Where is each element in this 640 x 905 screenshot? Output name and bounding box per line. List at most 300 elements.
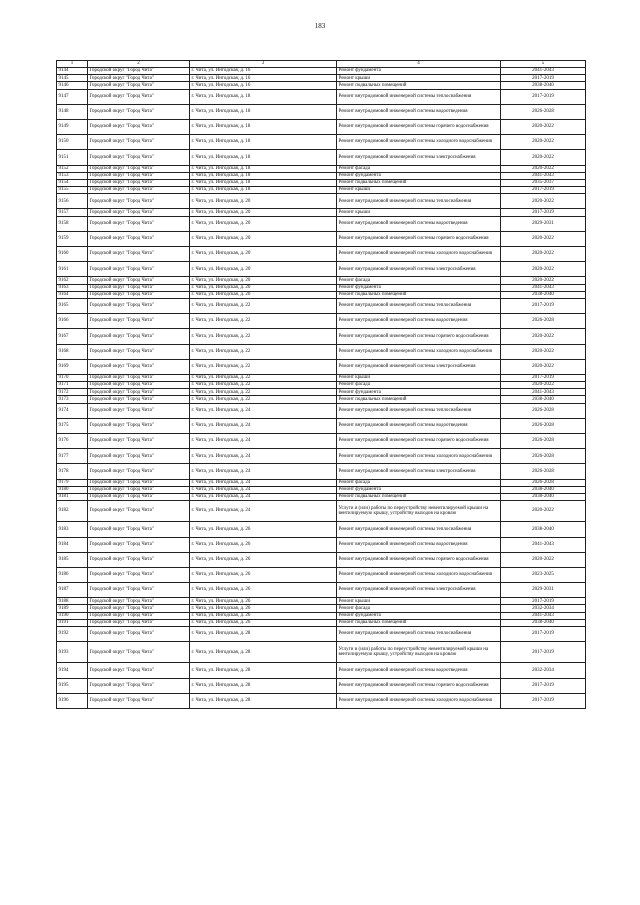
row-number-cell: 9171 — [57, 382, 88, 389]
work-type-cell: Ремонт фасада — [337, 165, 501, 172]
row-number-cell: 9194 — [57, 663, 88, 678]
row-number-cell: 9177 — [57, 449, 88, 464]
period-cell: 2020-2022 — [501, 277, 586, 284]
work-type-cell: Ремонт фасада — [337, 605, 501, 612]
table-row — [57, 344, 586, 359]
table-row — [57, 329, 586, 344]
work-type-cell: Ремонт внутридомовой инженерной системы холодного водоснабжения — [337, 344, 501, 359]
row-number-cell: 9172 — [57, 389, 88, 396]
municipality-cell: Городской округ "Город Чита" — [88, 537, 190, 552]
work-type-cell: Ремонт внутридомовой инженерной системы теплоснабжения — [337, 522, 501, 537]
table-row — [57, 82, 586, 89]
row-number-cell: 9163 — [57, 284, 88, 291]
period-cell: 2020-2022 — [501, 165, 586, 172]
row-number-cell: 9182 — [57, 501, 88, 522]
work-type-cell: Ремонт фундамента — [337, 486, 501, 493]
table-row — [57, 374, 586, 381]
table-row — [57, 165, 586, 172]
municipality-cell: Городской округ "Город Чита" — [88, 291, 190, 298]
address-cell: г. Чита, ул. Ингодская, д. 18 — [190, 187, 337, 194]
period-cell: 2020-2022 — [501, 194, 586, 209]
table-row — [57, 247, 586, 262]
work-type-cell: Ремонт фундамента — [337, 284, 501, 291]
table-row — [57, 598, 586, 605]
period-cell: 2017-2019 — [501, 678, 586, 693]
municipality-cell: Городской округ "Город Чита" — [88, 567, 190, 582]
address-cell: г. Чита, ул. Ингодская, д. 26 — [190, 537, 337, 552]
work-type-cell: Ремонт внутридомовой инженерной системы электроснабжения — [337, 359, 501, 374]
row-number-cell: 9158 — [57, 216, 88, 231]
municipality-cell: Городской округ "Город Чита" — [88, 693, 190, 708]
row-number-cell: 9151 — [57, 150, 88, 165]
municipality-cell: Городской округ "Город Чита" — [88, 165, 190, 172]
address-cell: г. Чита, ул. Ингодская, д. 18 — [190, 165, 337, 172]
municipality-cell: Городской округ "Город Чита" — [88, 389, 190, 396]
address-cell: г. Чита, ул. Ингодская, д. 26 — [190, 522, 337, 537]
period-cell: 2017-2019 — [501, 187, 586, 194]
address-cell: г. Чита, ул. Ингодская, д. 22 — [190, 314, 337, 329]
period-cell: 2038-2040 — [501, 396, 586, 403]
address-cell: г. Чита, ул. Ингодская, д. 24 — [190, 403, 337, 418]
address-cell: г. Чита, ул. Ингодская, д. 26 — [190, 605, 337, 612]
table-row — [57, 389, 586, 396]
row-number-cell: 9174 — [57, 403, 88, 418]
municipality-cell: Городской округ "Город Чита" — [88, 382, 190, 389]
row-number-cell: 9193 — [57, 642, 88, 663]
row-number-cell: 9173 — [57, 396, 88, 403]
municipality-cell: Городской округ "Город Чита" — [88, 434, 190, 449]
municipality-cell: Городской округ "Город Чита" — [88, 486, 190, 493]
row-number-cell: 9160 — [57, 247, 88, 262]
address-cell: г. Чита, ул. Ингодская, д. 26 — [190, 598, 337, 605]
period-cell: 2038-2040 — [501, 493, 586, 500]
period-cell: 2038-2040 — [501, 522, 586, 537]
table-row — [57, 119, 586, 134]
table-row — [57, 194, 586, 209]
work-type-cell: Ремонт фундамента — [337, 389, 501, 396]
municipality-cell: Городской округ "Город Чита" — [88, 187, 190, 194]
work-type-cell: Ремонт внутридомовой инженерной системы горячего водоснабжения — [337, 678, 501, 693]
address-cell: г. Чита, ул. Ингодская, д. 18 — [190, 104, 337, 119]
table-row — [57, 382, 586, 389]
work-type-cell: Ремонт подвальных помещений — [337, 396, 501, 403]
table-row — [57, 298, 586, 313]
work-type-cell: Ремонт подвальных помещений — [337, 82, 501, 89]
row-number-cell: 9148 — [57, 104, 88, 119]
municipality-cell: Городской округ "Город Чита" — [88, 612, 190, 619]
period-cell: 2038-2040 — [501, 486, 586, 493]
address-cell: г. Чита, ул. Ингодская, д. 22 — [190, 382, 337, 389]
address-cell: г. Чита, ул. Ингодская, д. 28 — [190, 663, 337, 678]
work-type-cell: Ремонт внутридомовой инженерной системы горячего водоснабжения — [337, 434, 501, 449]
address-cell: г. Чита, ул. Ингодская, д. 28 — [190, 642, 337, 663]
address-cell: г. Чита, ул. Ингодская, д. 28 — [190, 693, 337, 708]
table-row — [57, 493, 586, 500]
period-cell: 2041-2043 — [501, 612, 586, 619]
municipality-cell: Городской округ "Город Чита" — [88, 135, 190, 150]
row-number-cell: 9166 — [57, 314, 88, 329]
period-cell: 2032-2034 — [501, 605, 586, 612]
row-number-cell: 9154 — [57, 179, 88, 186]
repair-schedule-table — [56, 60, 586, 709]
work-type-cell: Услуги и (или) работы по переустройству невентилируемой крыши на вентилируемую крышу, устройству выходов на кровлю — [337, 642, 501, 663]
period-cell: 2038-2040 — [501, 82, 586, 89]
work-type-cell: Ремонт внутридомовой инженерной системы водоотведения — [337, 537, 501, 552]
municipality-cell: Городской округ "Город Чита" — [88, 403, 190, 418]
address-cell: г. Чита, ул. Ингодская, д. 26 — [190, 583, 337, 598]
address-cell: г. Чита, ул. Ингодская, д. 18 — [190, 179, 337, 186]
address-cell: г. Чита, ул. Ингодская, д. 26 — [190, 619, 337, 626]
address-cell: г. Чита, ул. Ингодская, д. 20 — [190, 247, 337, 262]
period-cell: 2020-2022 — [501, 344, 586, 359]
address-cell: г. Чита, ул. Ингодская, д. 24 — [190, 479, 337, 486]
row-number-cell: 9149 — [57, 119, 88, 134]
table-row — [57, 231, 586, 246]
row-number-cell: 9181 — [57, 493, 88, 500]
address-cell: г. Чита, ул. Ингодская, д. 20 — [190, 291, 337, 298]
work-type-cell: Ремонт крыши — [337, 598, 501, 605]
municipality-cell: Городской округ "Город Чита" — [88, 479, 190, 486]
period-cell: 2017-2019 — [501, 298, 586, 313]
period-cell: 2020-2022 — [501, 329, 586, 344]
work-type-cell: Ремонт внутридомовой инженерной системы теплоснабжения — [337, 194, 501, 209]
municipality-cell: Городской округ "Город Чита" — [88, 396, 190, 403]
table-row — [57, 522, 586, 537]
period-cell: 2026-2028 — [501, 479, 586, 486]
period-cell: 2017-2019 — [501, 627, 586, 642]
address-cell: г. Чита, ул. Ингодская, д. 18 — [190, 119, 337, 134]
address-cell: г. Чита, ул. Ингодская, д. 20 — [190, 216, 337, 231]
row-number-cell: 9195 — [57, 678, 88, 693]
address-cell: г. Чита, ул. Ингодская, д. 16 — [190, 75, 337, 82]
work-type-cell: Ремонт фундамента — [337, 612, 501, 619]
work-type-cell: Ремонт внутридомовой инженерной системы горячего водоснабжения — [337, 329, 501, 344]
address-cell: г. Чита, ул. Ингодская, д. 24 — [190, 434, 337, 449]
table-row — [57, 172, 586, 179]
page-number: 183 — [314, 22, 326, 30]
period-cell: 2020-2022 — [501, 552, 586, 567]
row-number-cell: 9145 — [57, 75, 88, 82]
row-number-cell: 9159 — [57, 231, 88, 246]
period-cell: 2023-2025 — [501, 567, 586, 582]
period-cell: 2041-2043 — [501, 68, 586, 75]
address-cell: г. Чита, ул. Ингодская, д. 22 — [190, 359, 337, 374]
work-type-cell: Ремонт крыши — [337, 75, 501, 82]
row-number-cell: 9187 — [57, 583, 88, 598]
work-type-cell: Ремонт фасада — [337, 382, 501, 389]
municipality-cell: Городской округ "Город Чита" — [88, 150, 190, 165]
municipality-cell: Городской округ "Город Чита" — [88, 663, 190, 678]
table-row — [57, 179, 586, 186]
period-cell: 2017-2019 — [501, 89, 586, 104]
work-type-cell: Услуги и (или) работы по переустройству невентилируемой крыши на вентилируемую крышу, устройству выходов на кровлю — [337, 501, 501, 522]
row-number-cell: 9178 — [57, 464, 88, 479]
row-number-cell: 9175 — [57, 418, 88, 433]
row-number-cell: 9183 — [57, 522, 88, 537]
municipality-cell: Городской округ "Город Чита" — [88, 642, 190, 663]
row-number-cell: 9188 — [57, 598, 88, 605]
municipality-cell: Городской округ "Город Чита" — [88, 89, 190, 104]
row-number-cell: 9167 — [57, 329, 88, 344]
address-cell: г. Чита, ул. Ингодская, д. 18 — [190, 150, 337, 165]
table-body — [57, 68, 586, 709]
municipality-cell: Городской округ "Город Чита" — [88, 298, 190, 313]
address-cell: г. Чита, ул. Ингодская, д. 22 — [190, 389, 337, 396]
row-number-cell: 9196 — [57, 693, 88, 708]
row-number-cell: 9191 — [57, 619, 88, 626]
municipality-cell: Городской округ "Город Чита" — [88, 247, 190, 262]
municipality-cell: Городской округ "Город Чита" — [88, 284, 190, 291]
row-number-cell: 9155 — [57, 187, 88, 194]
period-cell: 2029-2031 — [501, 216, 586, 231]
period-cell: 2020-2022 — [501, 231, 586, 246]
table-row — [57, 567, 586, 582]
period-cell: 2020-2022 — [501, 359, 586, 374]
period-cell: 2017-2019 — [501, 75, 586, 82]
work-type-cell: Ремонт внутридомовой инженерной системы теплоснабжения — [337, 89, 501, 104]
row-number-cell: 9146 — [57, 82, 88, 89]
work-type-cell: Ремонт внутридомовой инженерной системы холодного водоснабжения — [337, 693, 501, 708]
work-type-cell: Ремонт внутридомовой инженерной системы холодного водоснабжения — [337, 247, 501, 262]
period-cell: 2026-2028 — [501, 104, 586, 119]
row-number-cell: 9162 — [57, 277, 88, 284]
work-type-cell: Ремонт внутридомовой инженерной системы теплоснабжения — [337, 627, 501, 642]
period-cell: 2026-2028 — [501, 418, 586, 433]
work-type-cell: Ремонт внутридомовой инженерной системы теплоснабжения — [337, 298, 501, 313]
municipality-cell: Городской округ "Город Чита" — [88, 179, 190, 186]
period-cell: 2035-2037 — [501, 179, 586, 186]
address-cell: г. Чита, ул. Ингодская, д. 22 — [190, 298, 337, 313]
address-cell: г. Чита, ул. Ингодская, д. 26 — [190, 567, 337, 582]
address-cell: г. Чита, ул. Ингодская, д. 24 — [190, 418, 337, 433]
municipality-cell: Городской округ "Город Чита" — [88, 216, 190, 231]
address-cell: г. Чита, ул. Ингодская, д. 24 — [190, 464, 337, 479]
work-type-cell: Ремонт внутридомовой инженерной системы электроснабжения — [337, 262, 501, 277]
row-number-cell: 9186 — [57, 567, 88, 582]
address-cell: г. Чита, ул. Ингодская, д. 28 — [190, 627, 337, 642]
work-type-cell: Ремонт внутридомовой инженерной системы водоотведения — [337, 418, 501, 433]
address-cell: г. Чита, ул. Ингодская, д. 28 — [190, 678, 337, 693]
municipality-cell: Городской округ "Город Чита" — [88, 194, 190, 209]
table-row — [57, 678, 586, 693]
row-number-cell: 9147 — [57, 89, 88, 104]
table-row — [57, 291, 586, 298]
table-row — [57, 552, 586, 567]
address-cell: г. Чита, ул. Ингодская, д. 16 — [190, 68, 337, 75]
row-number-cell: 9190 — [57, 612, 88, 619]
period-cell: 2020-2022 — [501, 382, 586, 389]
work-type-cell: Ремонт подвальных помещений — [337, 619, 501, 626]
table-row — [57, 89, 586, 104]
municipality-cell: Городской округ "Город Чита" — [88, 104, 190, 119]
municipality-cell: Городской округ "Город Чита" — [88, 464, 190, 479]
municipality-cell: Городской округ "Город Чита" — [88, 583, 190, 598]
period-cell: 2038-2040 — [501, 619, 586, 626]
period-cell: 2026-2028 — [501, 449, 586, 464]
period-cell: 2032-2034 — [501, 663, 586, 678]
period-cell: 2020-2022 — [501, 501, 586, 522]
period-cell: 2041-2043 — [501, 172, 586, 179]
column-header-work-type: 4 — [337, 61, 501, 68]
address-cell: г. Чита, ул. Ингодская, д. 18 — [190, 89, 337, 104]
table-row — [57, 501, 586, 522]
table-row — [57, 479, 586, 486]
table-row — [57, 150, 586, 165]
table-row — [57, 359, 586, 374]
period-cell: 2017-2019 — [501, 642, 586, 663]
row-number-cell: 9179 — [57, 479, 88, 486]
municipality-cell: Городской округ "Город Чита" — [88, 359, 190, 374]
address-cell: г. Чита, ул. Ингодская, д. 20 — [190, 194, 337, 209]
period-cell: 2020-2022 — [501, 247, 586, 262]
municipality-cell: Городской округ "Город Чита" — [88, 619, 190, 626]
address-cell: г. Чита, ул. Ингодская, д. 18 — [190, 135, 337, 150]
municipality-cell: Городской округ "Город Чита" — [88, 119, 190, 134]
row-number-cell: 9152 — [57, 165, 88, 172]
address-cell: г. Чита, ул. Ингодская, д. 22 — [190, 344, 337, 359]
table-row — [57, 464, 586, 479]
address-cell: г. Чита, ул. Ингодская, д. 20 — [190, 231, 337, 246]
table-header-row — [57, 61, 586, 68]
work-type-cell: Ремонт внутридомовой инженерной системы водоотведения — [337, 104, 501, 119]
row-number-cell: 9156 — [57, 194, 88, 209]
address-cell: г. Чита, ул. Ингодская, д. 20 — [190, 277, 337, 284]
work-type-cell: Ремонт фундамента — [337, 172, 501, 179]
address-cell: г. Чита, ул. Ингодская, д. 20 — [190, 284, 337, 291]
row-number-cell: 9150 — [57, 135, 88, 150]
address-cell: г. Чита, ул. Ингодская, д. 20 — [190, 209, 337, 216]
municipality-cell: Городской округ "Город Чита" — [88, 627, 190, 642]
table-row — [57, 583, 586, 598]
municipality-cell: Городской округ "Город Чита" — [88, 501, 190, 522]
municipality-cell: Городской округ "Город Чита" — [88, 418, 190, 433]
table-row — [57, 537, 586, 552]
row-number-cell: 9170 — [57, 374, 88, 381]
row-number-cell: 9169 — [57, 359, 88, 374]
row-number-cell: 9157 — [57, 209, 88, 216]
table-row — [57, 104, 586, 119]
work-type-cell: Ремонт фундамента — [337, 68, 501, 75]
address-cell: г. Чита, ул. Ингодская, д. 22 — [190, 374, 337, 381]
work-type-cell: Ремонт внутридомовой инженерной системы холодного водоснабжения — [337, 449, 501, 464]
table-row — [57, 612, 586, 619]
municipality-cell: Городской округ "Город Чита" — [88, 82, 190, 89]
work-type-cell: Ремонт фасада — [337, 479, 501, 486]
row-number-cell: 9185 — [57, 552, 88, 567]
row-number-cell: 9192 — [57, 627, 88, 642]
work-type-cell: Ремонт внутридомовой инженерной системы холодного водоснабжения — [337, 135, 501, 150]
column-header-address: 3 — [190, 61, 337, 68]
table-row — [57, 135, 586, 150]
municipality-cell: Городской округ "Город Чита" — [88, 75, 190, 82]
table-row — [57, 314, 586, 329]
municipality-cell: Городской округ "Город Чита" — [88, 493, 190, 500]
row-number-cell: 9189 — [57, 605, 88, 612]
period-cell: 2026-2028 — [501, 403, 586, 418]
table-row — [57, 486, 586, 493]
period-cell: 2017-2019 — [501, 209, 586, 216]
period-cell: 2020-2022 — [501, 262, 586, 277]
municipality-cell: Городской округ "Город Чита" — [88, 344, 190, 359]
row-number-cell: 9184 — [57, 537, 88, 552]
work-type-cell: Ремонт внутридомовой инженерной системы водоотведения — [337, 216, 501, 231]
work-type-cell: Ремонт фасада — [337, 277, 501, 284]
period-cell: 2038-2040 — [501, 291, 586, 298]
work-type-cell: Ремонт внутридомовой инженерной системы холодного водоснабжения — [337, 567, 501, 582]
row-number-cell: 9168 — [57, 344, 88, 359]
table-row — [57, 209, 586, 216]
row-number-cell: 9180 — [57, 486, 88, 493]
table-row — [57, 262, 586, 277]
table-row — [57, 396, 586, 403]
address-cell: г. Чита, ул. Ингодская, д. 18 — [190, 172, 337, 179]
work-type-cell: Ремонт внутридомовой инженерной системы электроснабжения — [337, 464, 501, 479]
work-type-cell: Ремонт внутридомовой инженерной системы электроснабжения — [337, 150, 501, 165]
work-type-cell: Ремонт внутридомовой инженерной системы теплоснабжения — [337, 403, 501, 418]
work-type-cell: Ремонт подвальных помещений — [337, 291, 501, 298]
municipality-cell: Городской округ "Город Чита" — [88, 329, 190, 344]
table-row — [57, 418, 586, 433]
table-row — [57, 216, 586, 231]
address-cell: г. Чита, ул. Ингодская, д. 24 — [190, 501, 337, 522]
row-number-cell: 9176 — [57, 434, 88, 449]
municipality-cell: Городской округ "Город Чита" — [88, 522, 190, 537]
address-cell: г. Чита, ул. Ингодская, д. 16 — [190, 82, 337, 89]
period-cell: 2029-2031 — [501, 583, 586, 598]
period-cell: 2041-2043 — [501, 389, 586, 396]
period-cell: 2017-2019 — [501, 693, 586, 708]
table-row — [57, 434, 586, 449]
address-cell: г. Чита, ул. Ингодская, д. 22 — [190, 329, 337, 344]
table-row — [57, 693, 586, 708]
table-row — [57, 75, 586, 82]
municipality-cell: Городской округ "Город Чита" — [88, 598, 190, 605]
work-type-cell: Ремонт подвальных помещений — [337, 493, 501, 500]
period-cell: 2017-2019 — [501, 374, 586, 381]
municipality-cell: Городской округ "Город Чита" — [88, 231, 190, 246]
work-type-cell: Ремонт крыши — [337, 187, 501, 194]
work-type-cell: Ремонт крыши — [337, 209, 501, 216]
period-cell: 2020-2022 — [501, 119, 586, 134]
period-cell: 2041-2043 — [501, 284, 586, 291]
table-row — [57, 449, 586, 464]
period-cell: 2020-2022 — [501, 135, 586, 150]
municipality-cell: Городской округ "Город Чита" — [88, 605, 190, 612]
municipality-cell: Городской округ "Город Чита" — [88, 277, 190, 284]
municipality-cell: Городской округ "Город Чита" — [88, 68, 190, 75]
table-row — [57, 663, 586, 678]
address-cell: г. Чита, ул. Ингодская, д. 26 — [190, 552, 337, 567]
address-cell: г. Чита, ул. Ингодская, д. 26 — [190, 612, 337, 619]
address-cell: г. Чита, ул. Ингодская, д. 24 — [190, 493, 337, 500]
address-cell: г. Чита, ул. Ингодская, д. 22 — [190, 396, 337, 403]
period-cell: 2026-2028 — [501, 464, 586, 479]
work-type-cell: Ремонт внутридомовой инженерной системы водоотведения — [337, 663, 501, 678]
address-cell: г. Чита, ул. Ингодская, д. 24 — [190, 449, 337, 464]
municipality-cell: Городской округ "Город Чита" — [88, 209, 190, 216]
work-type-cell: Ремонт внутридомовой инженерной системы горячего водоснабжения — [337, 119, 501, 134]
column-header-municipality: 2 — [88, 61, 190, 68]
work-type-cell: Ремонт внутридомовой инженерной системы горячего водоснабжения — [337, 552, 501, 567]
table-row — [57, 284, 586, 291]
table-row — [57, 277, 586, 284]
table-row — [57, 627, 586, 642]
address-cell: г. Чита, ул. Ингодская, д. 24 — [190, 486, 337, 493]
municipality-cell: Городской округ "Город Чита" — [88, 262, 190, 277]
table-row — [57, 68, 586, 75]
municipality-cell: Городской округ "Город Чита" — [88, 552, 190, 567]
period-cell: 2020-2022 — [501, 150, 586, 165]
